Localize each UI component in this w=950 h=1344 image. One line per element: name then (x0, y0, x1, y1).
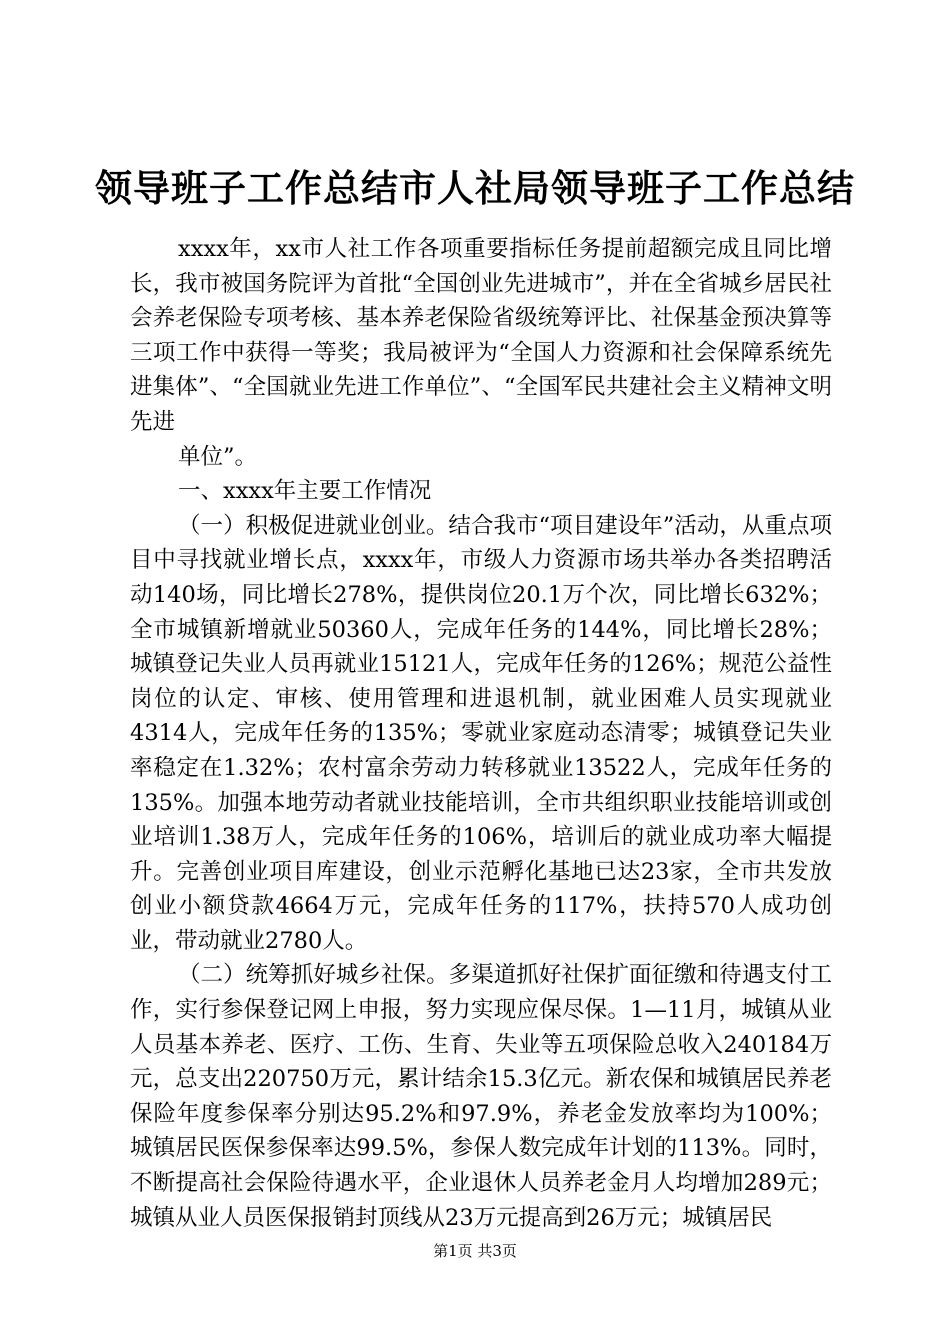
intro-paragraph-end: 单位”。 (178, 443, 258, 470)
employment-paragraph: （一）积极促进就业创业。结合我市“项目建设年”活动，从重点项目中寻找就业增长点，xxxx年，市级人力资源市场共举办各类招聘活动140场，同比增长278%，提供岗位20.1万个次，同比增长632%；全市城镇新增就业50360人，完成年任务的144%，同比增长28%；城镇登记失业人员再就业15121人，完成年任务的126%；规范公益性岗位的认定、审核、使用管理和进退机制，就业困难人员实现就业4314人，完成年任务的135%；零就业家庭动态清零；城镇登记失业率稳定在1.32%；农村富余劳动力转移就业13522人，完成年任务的135%。加强本地劳动者就业技能培训，全市共组织职业技能培训或创业培训1.38万人，完成年任务的106%，培训后的就业成功率大幅提升。完善创业项目库建设，创业示范孵化基地已达23家，全市共发放创业小额贷款4664万元，完成年任务的117%，扶持570人成功创业，带动就业2780人。 (130, 512, 832, 954)
page-number: 第1页 共3页 (433, 1242, 517, 1260)
intro-paragraph: xxxx年，xx市人社工作各项重要指标任务提前超额完成且同比增长，我市被国务院评为首批“全国创业先进城市”，并在全省城乡居民社会养老保险专项考核、基本养老保险省级统筹评比、社保基金预决算等三项工作中获得一等奖；我局被评为“全国人力资源和社会保障系统先进集体”、“全国就业先进工作单位”、“全国军民共建社会主义精神文明先进 (130, 236, 832, 435)
document-title: 领导班子工作总结市人社局领导班子工作总结 (95, 166, 855, 210)
social-security-paragraph: （二）统筹抓好城乡社保。多渠道抓好社保扩面征缴和待遇支付工作，实行参保登记网上申报，努力实现应保尽保。1—11月，城镇从业人员基本养老、医疗、工伤、生育、失业等五项保险总收入240184万元，总支出220750万元，累计结余15.3亿元。新农保和城镇居民养老保险年度参保率分别达95.2%和97.9%，养老金发放率均为100%；城镇居民医保参保率达99.5%，参保人数完成年计划的113%。同时，不断提高社会保险待遇水平，企业退休人员养老金月人均增加289元；城镇从业人员医保报销封顶线从23万元提高到26万元；城镇居民 (130, 962, 832, 1231)
section-heading: 一、xxxx年主要工作情况 (178, 478, 432, 505)
document-body (130, 232, 832, 1235)
